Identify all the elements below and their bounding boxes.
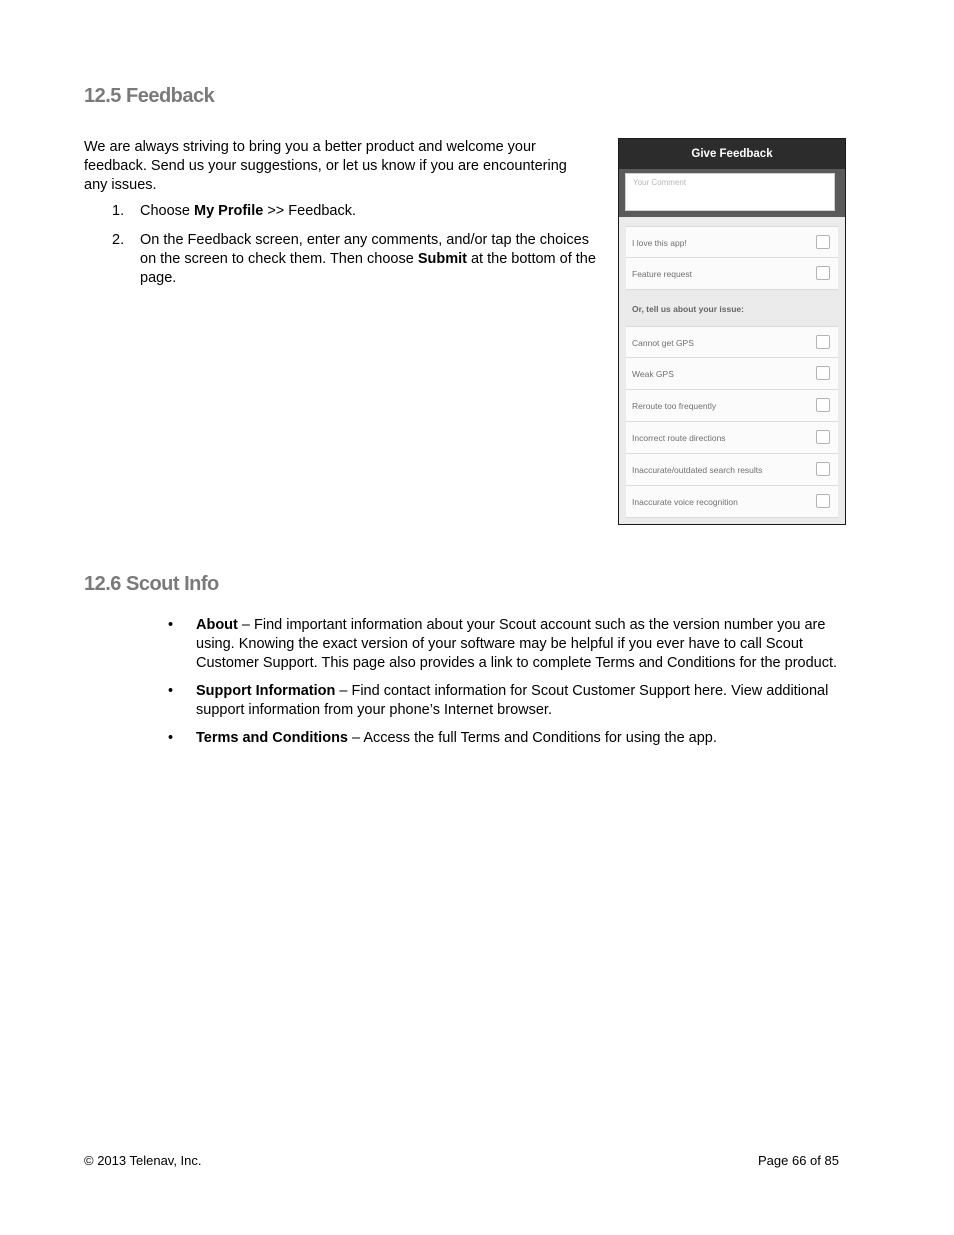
step-bold: Submit: [417, 251, 467, 267]
option-row[interactable]: [626, 326, 838, 358]
bullet-icon: •: [168, 730, 174, 746]
checkbox-icon[interactable]: [816, 398, 830, 412]
checkbox-icon[interactable]: [816, 235, 830, 249]
step-item: [84, 231, 604, 288]
step-text: Choose: [140, 203, 195, 219]
checkbox-icon[interactable]: [816, 462, 830, 476]
issue-heading-text: Or, tell us about your issue:: [632, 304, 744, 314]
step-item: [84, 202, 604, 221]
option-label: Cannot get GPS: [632, 338, 694, 348]
screen-title: Give Feedback: [619, 139, 845, 169]
option-label: Reroute too frequently: [632, 401, 717, 411]
checkbox-icon[interactable]: [816, 366, 830, 380]
list-item: [168, 682, 868, 720]
comment-placeholder: Your Comment: [633, 178, 687, 187]
feedback-heading: 12.5 Feedback: [84, 85, 215, 107]
option-row[interactable]: [626, 486, 838, 518]
checkbox-icon[interactable]: [816, 266, 830, 280]
option-label: Inaccurate/outdated search results: [632, 465, 763, 475]
option-label: Incorrect route directions: [632, 433, 726, 443]
comment-area: [619, 169, 845, 217]
feedback-intro: We are always striving to bring you a better product and welcome your feedback. Send us your suggestions, or let us know if you are encountering any issues.: [84, 139, 567, 193]
option-label: I love this app!: [632, 238, 687, 248]
feedback-screenshot: [618, 138, 846, 525]
option-row[interactable]: [626, 390, 838, 422]
bullet-icon: •: [168, 617, 174, 633]
footer-copyright: © 2013 Telenav, Inc.: [84, 1153, 202, 1168]
comment-input[interactable]: [625, 173, 835, 211]
step-bold: My Profile: [194, 203, 264, 219]
option-row[interactable]: [626, 358, 838, 390]
step-number: 2.: [112, 232, 125, 248]
item-text: – Access the full Terms and Conditions for using the app.: [348, 730, 717, 746]
option-row[interactable]: [626, 422, 838, 454]
scout-info-list: [168, 616, 868, 757]
option-label: Inaccurate voice recognition: [632, 497, 738, 507]
option-row[interactable]: [626, 454, 838, 486]
scout-info-heading: 12.6 Scout Info: [84, 573, 219, 595]
step-text: >> Feedback.: [263, 203, 357, 219]
step-number: 1.: [112, 203, 125, 219]
option-row[interactable]: [626, 226, 838, 258]
checkbox-icon[interactable]: [816, 494, 830, 508]
item-title: Support Information: [196, 683, 336, 699]
item-text: – Find contact information for Scout Customer Support here. View additional support information from your phone’s Internet browser.: [196, 683, 829, 718]
checkbox-icon[interactable]: [816, 430, 830, 444]
item-title: Terms and Conditions: [196, 730, 348, 746]
option-row[interactable]: [626, 258, 838, 290]
option-label: Weak GPS: [632, 369, 674, 379]
step-text: at the bottom of the page.: [140, 251, 596, 286]
list-item: [168, 729, 868, 748]
issue-heading: [619, 290, 845, 326]
item-title: About: [196, 617, 238, 633]
option-label: Feature request: [632, 269, 693, 279]
step-text: On the Feedback screen, enter any comments, and/or tap the choices on the screen to check them. Then choose: [140, 232, 589, 267]
item-text: – Find important information about your Scout account such as the version number you are using. Knowing the exact version of your software may be helpful if you ever have to call Scout Customer Support. This page also provides a link to complete Terms and Conditions for the product.: [196, 617, 838, 671]
feedback-steps: [84, 202, 604, 298]
footer-page-number: Page 66 of 85: [758, 1153, 839, 1168]
list-item: [168, 616, 868, 673]
bullet-icon: •: [168, 683, 174, 699]
checkbox-icon[interactable]: [816, 335, 830, 349]
